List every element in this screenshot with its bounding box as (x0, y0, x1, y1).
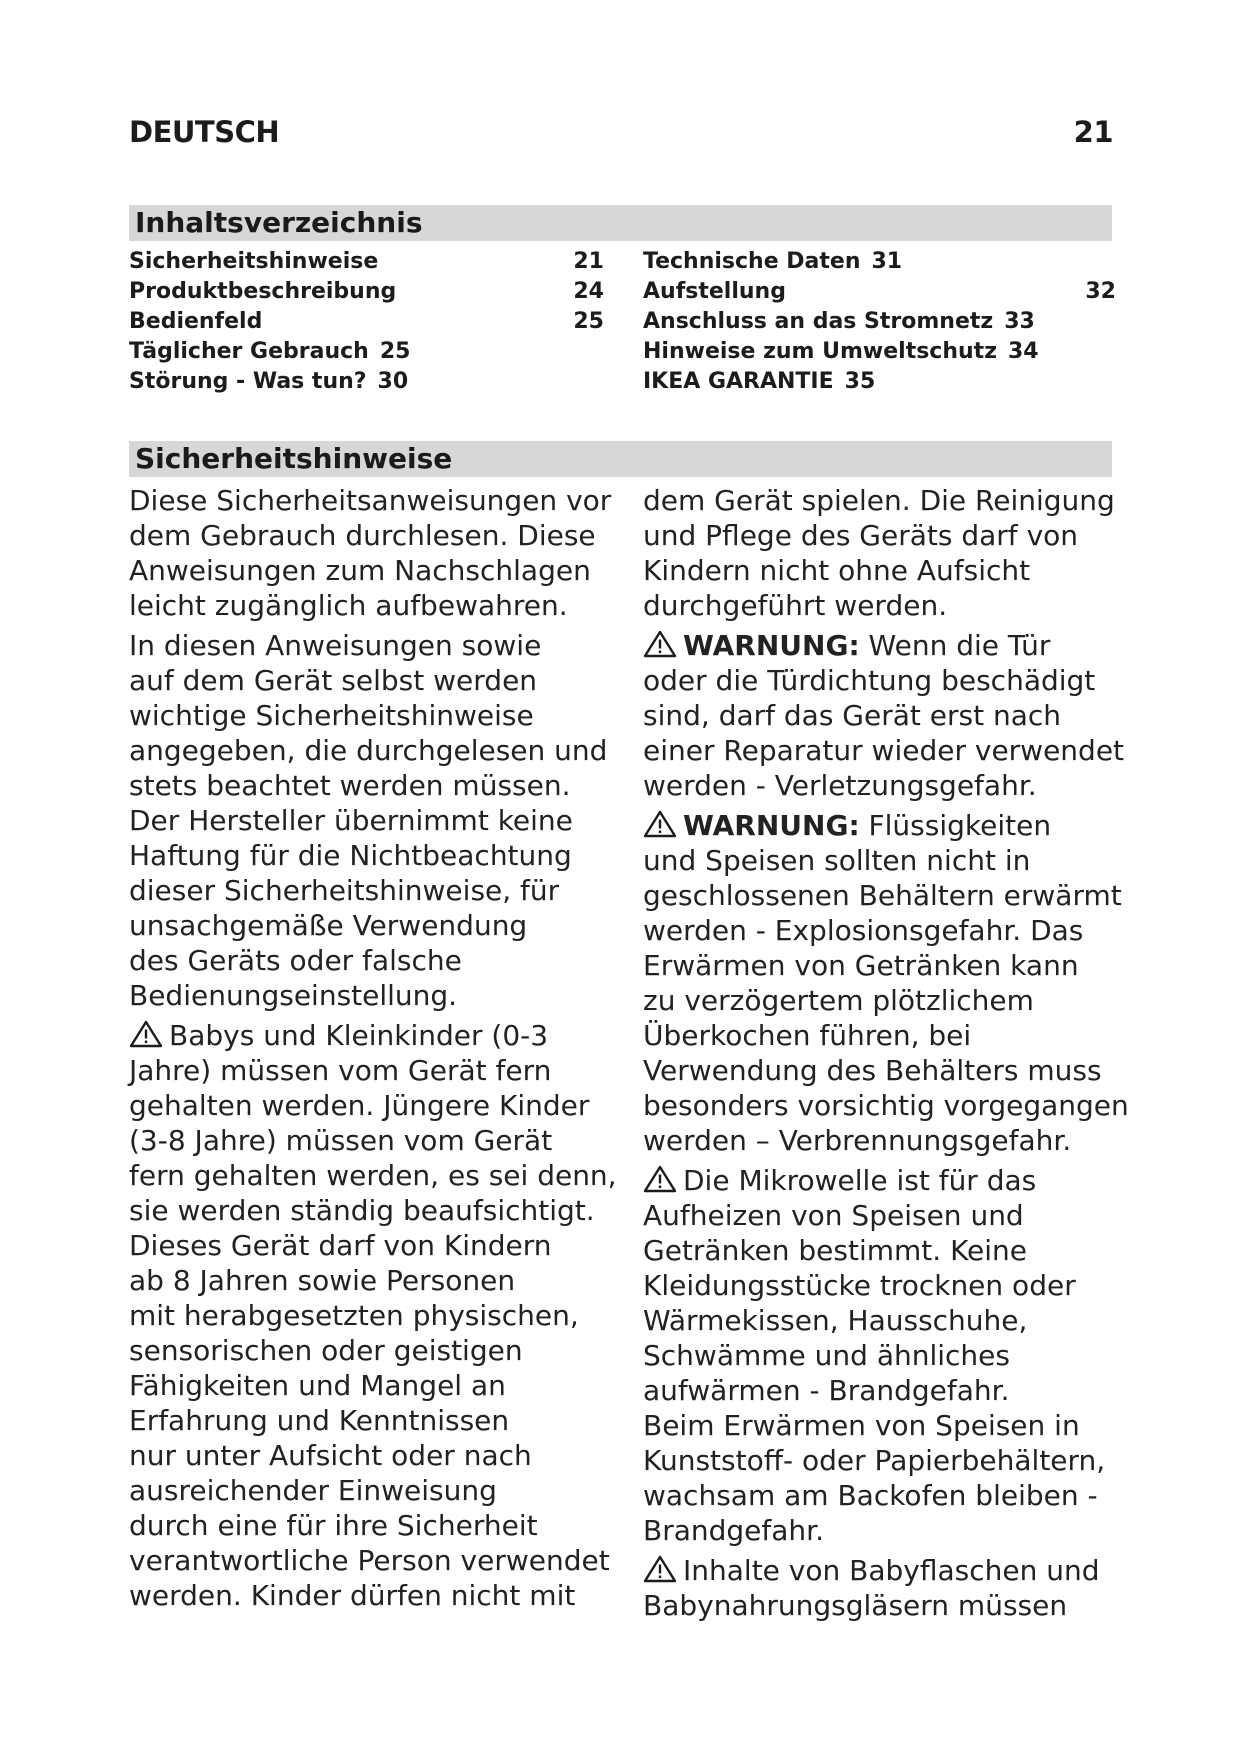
toc-entry-page: 34 (1008, 339, 1039, 364)
toc-entry[interactable] (643, 307, 1116, 337)
text-line: stets beachtet werden müssen. (129, 769, 571, 802)
toc-entry-label: Bedienfeld (129, 309, 263, 334)
toc-entry-page: 30 (377, 369, 409, 394)
text-line: Erwärmen von Getränken kann (643, 949, 1079, 982)
text-line: durchgeführt werden. (643, 589, 948, 622)
text-line: auf dem Gerät selbst werden (129, 664, 538, 697)
toc-entry-page: 25 (573, 309, 604, 334)
text-line: Jahre) müssen vom Gerät fern (129, 1054, 552, 1087)
text-line: werden - Verletzungsgefahr. (643, 769, 1037, 802)
warning-label: WARNUNG: (683, 809, 860, 842)
safety-right-column (643, 483, 1129, 1623)
text-line: Fähigkeiten und Mangel an (129, 1369, 506, 1402)
warning-triangle-icon (129, 1020, 163, 1048)
page-header (129, 112, 1113, 152)
text-line: Babys und Kleinkinder (0-3 (169, 1019, 549, 1052)
warning-line (643, 1553, 1123, 1588)
text-line: sensorischen oder geistigen (129, 1334, 523, 1367)
text-line: Erfahrung und Kenntnissen (129, 1404, 510, 1437)
text-line: besonders vorsichtig vorgegangen (643, 1089, 1129, 1122)
text-line: ab 8 Jahren sowie Personen (129, 1264, 516, 1297)
text-line: werden - Explosionsgefahr. Das (643, 914, 1084, 947)
text-line: Schwämme und ähnliches (643, 1339, 1010, 1372)
toc-entry[interactable] (643, 337, 1116, 367)
safety-left-column (129, 483, 617, 1613)
toc-entry[interactable] (129, 337, 604, 367)
toc-entry-label: Aufstellung (643, 279, 786, 304)
text-line: dieser Sicherheitshinweise, für (129, 874, 560, 907)
toc-entry-page: 25 (379, 339, 411, 364)
text-line: Inhalte von Babyflaschen und (683, 1554, 1100, 1587)
text-line: Kindern nicht ohne Aufsicht (643, 554, 1031, 587)
toc-entry[interactable] (129, 307, 604, 337)
toc-entry[interactable] (129, 277, 604, 307)
text-line: aufwärmen - Brandgefahr. (643, 1374, 1010, 1407)
warning-line (643, 628, 1123, 663)
toc-entry-label: Sicherheitshinweise (129, 249, 379, 274)
toc-entry-page: 32 (1085, 279, 1116, 304)
text-line: wichtige Sicherheitshinweise (129, 699, 534, 732)
text-line: leicht zugänglich aufbewahren. (129, 589, 568, 622)
warning-label: WARNUNG: (683, 629, 860, 662)
text-line: Kunststoff- oder Papierbehältern, (643, 1444, 1106, 1477)
warning-line (643, 1163, 1123, 1198)
warning-triangle-icon (643, 810, 677, 838)
warning-line (129, 1018, 611, 1053)
toc-right-column (643, 247, 1116, 397)
text-line: angegeben, die durchgelesen und (129, 734, 608, 767)
warning-triangle-icon (643, 1165, 677, 1193)
text-line: Die Mikrowelle ist für das (683, 1164, 1037, 1197)
text-line: ausreichender Einweisung (129, 1474, 497, 1507)
text-line: (3-8 Jahre) müssen vom Gerät (129, 1124, 553, 1157)
text-line: Dieses Gerät darf von Kindern (129, 1229, 552, 1262)
text-line: Babynahrungsgläsern müssen (643, 1589, 1068, 1622)
text-line: gehalten werden. Jüngere Kinder (129, 1089, 590, 1122)
toc-entry-page: 21 (573, 249, 604, 274)
toc-entry-label: Produktbeschreibung (129, 279, 397, 304)
text-line: Überkochen führen, bei (643, 1019, 972, 1052)
text-line: werden. Kinder dürfen nicht mit (129, 1579, 576, 1612)
text-line: Anweisungen zum Nachschlagen (129, 554, 591, 587)
text-line: Flüssigkeiten (868, 809, 1052, 842)
text-line: werden – Verbrennungsgefahr. (643, 1124, 1072, 1157)
text-line: nur unter Aufsicht oder nach (129, 1439, 532, 1472)
toc-entry[interactable] (643, 277, 1116, 307)
text-line: Beim Erwärmen von Speisen in (643, 1409, 1080, 1442)
toc-entry[interactable] (643, 247, 1116, 277)
text-line: Der Hersteller übernimmt keine (129, 804, 573, 837)
text-line: und Pflege des Geräts darf von (643, 519, 1079, 552)
text-line: In diesen Anweisungen sowie (129, 629, 542, 662)
toc-left-column (129, 247, 604, 397)
toc-entry-label: IKEA GARANTIE (643, 369, 834, 394)
text-line: unsachgemäße Verwendung (129, 909, 528, 942)
text-line: Wenn die Tür (868, 629, 1051, 662)
text-line: Verwendung des Behälters muss (643, 1054, 1102, 1087)
text-line: Wärmekissen, Hausschuhe, (643, 1304, 1028, 1337)
text-line: Brandgefahr. (643, 1514, 825, 1547)
toc-entry-page: 33 (1004, 309, 1035, 334)
page-number: 21 (1073, 115, 1113, 149)
text-line: einer Reparatur wieder verwendet (643, 734, 1125, 767)
text-line: des Geräts oder falsche (129, 944, 462, 977)
text-line: geschlossenen Behältern erwärmt (643, 879, 1122, 912)
text-line: zu verzögertem plötzlichem (643, 984, 1034, 1017)
text-line: sind, darf das Gerät erst nach (643, 699, 1062, 732)
text-line: Getränken bestimmt. Keine (643, 1234, 1028, 1267)
language-label: DEUTSCH (129, 115, 280, 149)
toc-entry[interactable] (129, 247, 604, 277)
text-line: wachsam am Backofen bleiben - (643, 1479, 1098, 1512)
text-line: Kleidungsstücke trocknen oder (643, 1269, 1076, 1302)
toc-entry-page: 24 (573, 279, 604, 304)
toc-heading: Inhaltsverzeichnis (129, 205, 1112, 241)
toc-entry-page: 31 (871, 249, 903, 274)
text-line: mit herabgesetzten physischen, (129, 1299, 579, 1332)
text-line: oder die Türdichtung beschädigt (643, 664, 1096, 697)
warning-triangle-icon (643, 630, 677, 658)
toc-entry[interactable] (643, 367, 1116, 397)
toc-entry-label: Anschluss an das Stromnetz (643, 309, 994, 334)
toc-entry-label: Störung - Was tun? (129, 369, 367, 394)
warning-triangle-icon (643, 1555, 677, 1583)
safety-heading: Sicherheitshinweise (129, 441, 1112, 477)
text-line: fern gehalten werden, es sei denn, (129, 1159, 617, 1192)
toc-entry-page: 35 (844, 369, 876, 394)
text-line: dem Gerät spielen. Die Reinigung (643, 484, 1115, 517)
text-line: Aufheizen von Speisen und (643, 1199, 1024, 1232)
text-line: Diese Sicherheitsanweisungen vor (129, 484, 612, 517)
warning-line (643, 808, 1123, 843)
text-line: sie werden ständig beaufsichtigt. (129, 1194, 595, 1227)
text-line: und Speisen sollten nicht in (643, 844, 1031, 877)
text-line: durch eine für ihre Sicherheit (129, 1509, 538, 1542)
toc-entry-label: Täglicher Gebrauch (129, 339, 369, 364)
toc-entry-label: Hinweise zum Umweltschutz (643, 339, 997, 364)
text-line: verantwortliche Person verwendet (129, 1544, 610, 1577)
text-line: Bedienungseinstellung. (129, 979, 458, 1012)
toc-entry-label: Technische Daten (643, 249, 861, 274)
text-line: dem Gebrauch durchlesen. Diese (129, 519, 596, 552)
toc-entry[interactable] (129, 367, 604, 397)
text-line: Haftung für die Nichtbeachtung (129, 839, 572, 872)
